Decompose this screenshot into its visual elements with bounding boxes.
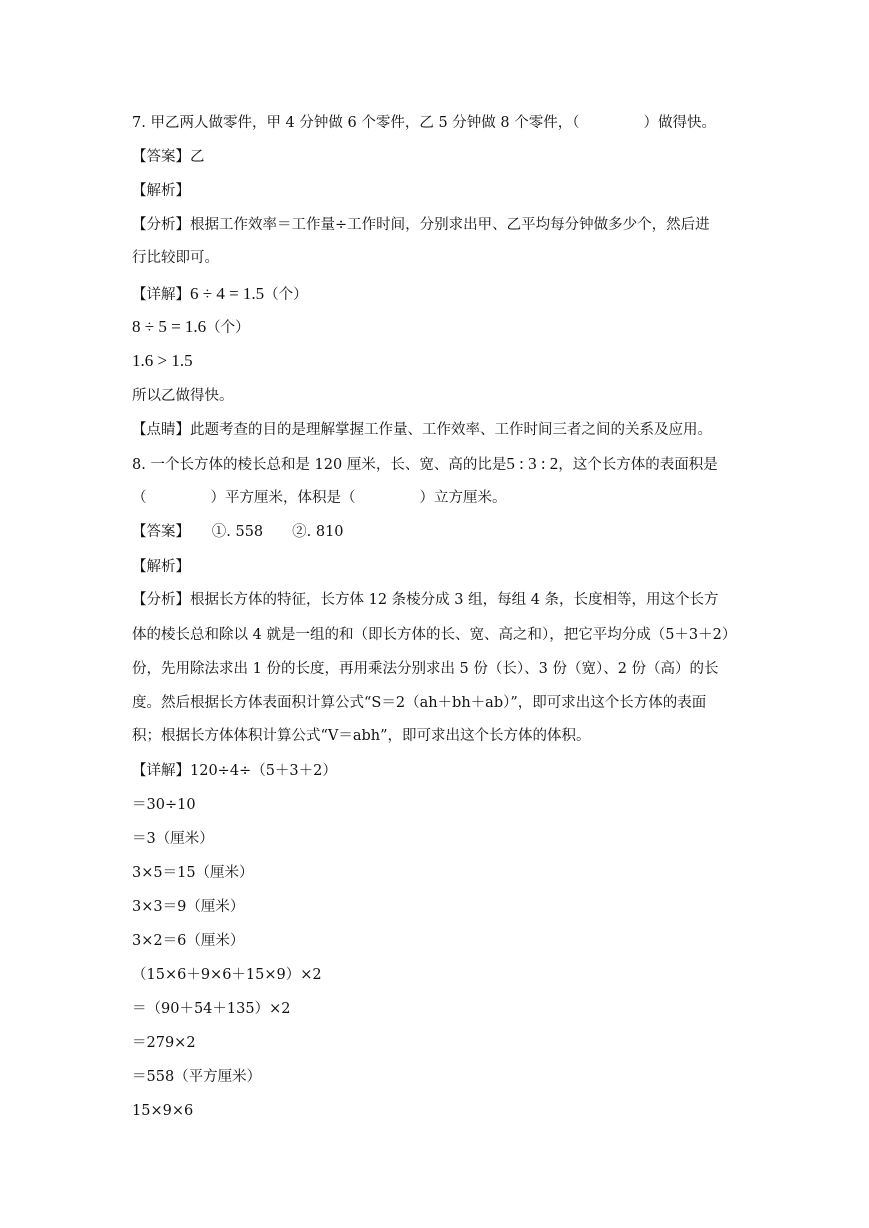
q7-fenxi-line-2: 行比较即可。 bbox=[132, 250, 219, 266]
q7-question: 7. 甲乙两人做零件，甲 4 分钟做 6 个零件，乙 5 分钟做 8 个零件，（ ）做得快。 bbox=[132, 115, 716, 131]
q8-fenxi-line-5: 积；根据长方体体积计算公式“V＝abh”，即可求出这个长方体的体积。 bbox=[132, 728, 591, 744]
q7-fenxi-line-1: 【分析】根据工作效率＝工作量÷工作时间，分别求出甲、乙平均每分钟做多少个，然后进 bbox=[132, 217, 710, 233]
q8-detail-line-11: 15×9×6 bbox=[132, 1103, 194, 1119]
q8-detail-line-10: ＝558（平方厘米） bbox=[132, 1069, 262, 1085]
q8-analysis-heading: 【解析】 bbox=[132, 559, 190, 575]
q8-ratio: 5 : 3 : 2 bbox=[506, 454, 559, 473]
q7-calc-compare: 1.6 > 1.5 bbox=[132, 351, 193, 370]
q8-detail-line-9: ＝279×2 bbox=[132, 1035, 196, 1051]
q8-question-line-2: （ ）平方厘米，体积是（ ）立方厘米。 bbox=[132, 490, 507, 506]
q8-answer: 【答案】 ①. 558 ②. 810 bbox=[132, 524, 344, 540]
q8-fenxi-line-2: 体的棱长总和除以 4 就是一组的和（即长方体的长、宽、高之和），把它平均分成（5＋3＋2） bbox=[132, 627, 737, 643]
q8-detail-line-2: ＝30÷10 bbox=[132, 797, 196, 813]
q7-dianjing: 【点睛】此题考查的目的是理解掌握工作量、工作效率、工作时间三者之间的关系及应用。 bbox=[132, 422, 712, 438]
q8-detail-line-1: 【详解】120÷4÷（5＋3＋2） bbox=[132, 763, 337, 779]
q7-detail-line-2: 8 ÷ 5 = 1.6（个） bbox=[132, 317, 250, 336]
q7-calc-2: 8 ÷ 5 = 1.6 bbox=[132, 317, 207, 336]
q7-conclusion: 所以乙做得快。 bbox=[132, 388, 234, 404]
q7-detail-line-1: 【详解】6 ÷ 4 = 1.5（个） bbox=[132, 284, 308, 303]
q7-answer: 【答案】乙 bbox=[132, 149, 205, 165]
q8-detail-line-5: 3×3＝9（厘米） bbox=[132, 899, 245, 915]
q8-detail-line-6: 3×2＝6（厘米） bbox=[132, 933, 245, 949]
q8-fenxi-line-1: 【分析】根据长方体的特征，长方体 12 条棱分成 3 组，每组 4 条，长度相等，用这个长方 bbox=[132, 592, 719, 608]
q8-question-line-1: 8. 一个长方体的棱长总和是 120 厘米，长、宽、高的比是5 : 3 : 2，这个长方体的表面积是 bbox=[132, 454, 718, 473]
q8-detail-line-8: ＝（90＋54＋135）×2 bbox=[132, 1001, 291, 1017]
q8-fenxi-line-4: 度。然后根据长方体表面积计算公式“S＝2（ah＋bh＋ab）”，即可求出这个长方体的表面 bbox=[132, 695, 707, 711]
q8-detail-line-7: （15×6＋9×6＋15×9）×2 bbox=[132, 967, 322, 983]
q8-detail-line-3: ＝3（厘米） bbox=[132, 831, 214, 847]
q7-calc-1: 6 ÷ 4 = 1.5 bbox=[190, 284, 265, 303]
q8-detail-line-4: 3×5＝15（厘米） bbox=[132, 865, 254, 881]
q7-analysis-heading: 【解析】 bbox=[132, 183, 190, 199]
q8-fenxi-line-3: 份，先用除法求出 1 份的长度，再用乘法分别求出 5 份（长）、3 份（宽）、2 份（高）的长 bbox=[132, 661, 719, 677]
